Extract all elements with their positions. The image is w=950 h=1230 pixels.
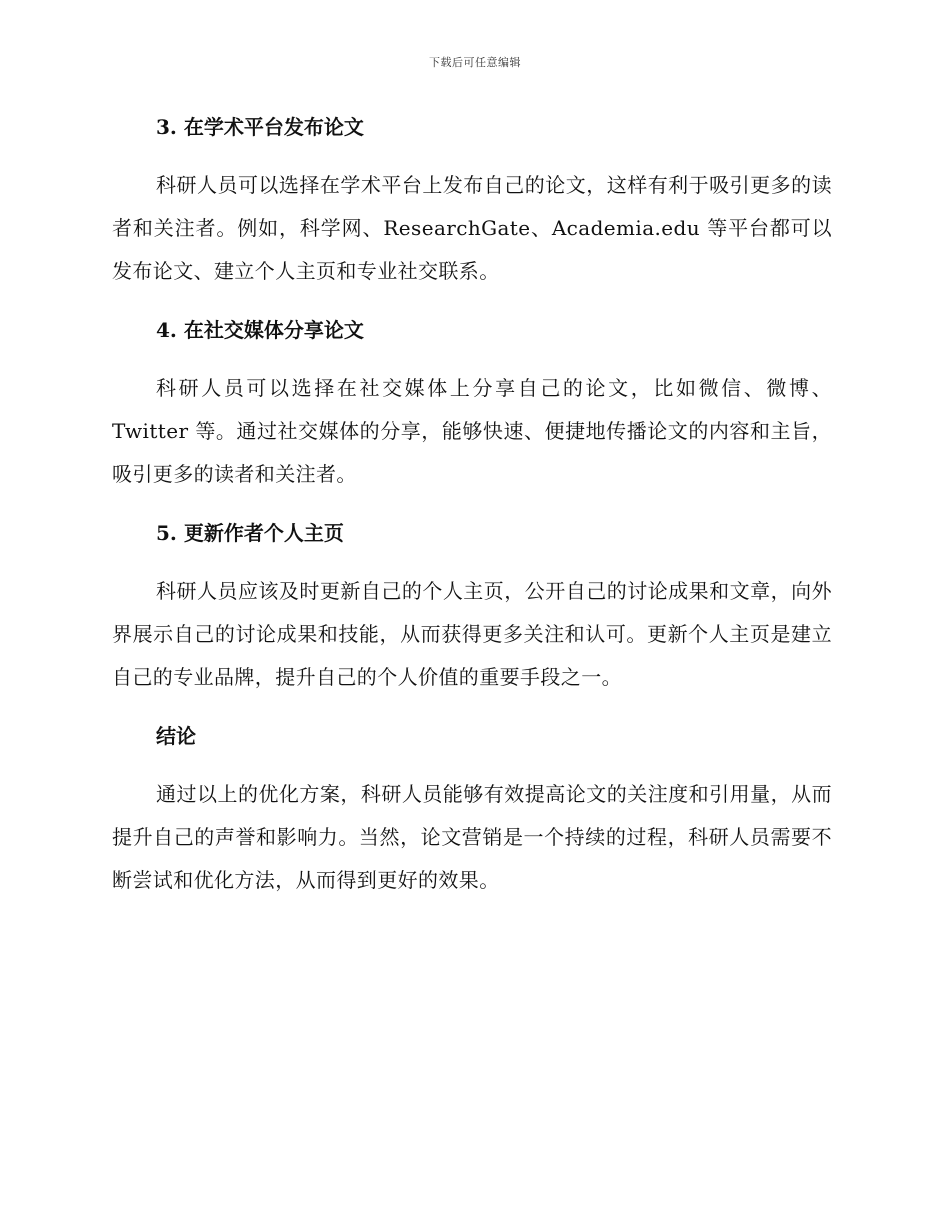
section-academic-platforms (112, 108, 832, 293)
section-heading: 3. 在学术平台发布论文 (156, 115, 364, 139)
section-paragraph: 科研人员应该及时更新自己的个人主页，公开自己的讨论成果和文章，向外界展示自己的讨论成果和技能，从而获得更多关注和认可。更新个人主页是建立自己的专业品牌，提升自己的个人价值的重要手段之一。 (112, 579, 832, 689)
section-paragraph: 科研人员可以选择在学术平台上发布自己的论文，这样有利于吸引更多的读者和关注者。例如，科学网、ResearchGate、Academia.edu 等平台都可以发布论文、建立个人主页和专业社交联系。 (112, 173, 832, 283)
section-conclusion (112, 717, 832, 902)
document-body (112, 108, 832, 920)
section-heading: 5. 更新作者个人主页 (156, 521, 344, 545)
section-paragraph: 科研人员可以选择在社交媒体上分享自己的论文，比如微信、微博、Twitter 等。通过社交媒体的分享，能够快速、便捷地传播论文的内容和主旨，吸引更多的读者和关注者。 (112, 376, 832, 486)
conclusion-heading: 结论 (156, 724, 196, 748)
section-social-media (112, 311, 832, 496)
section-heading: 4. 在社交媒体分享论文 (156, 318, 364, 342)
page-header: 下载后可任意编辑 (429, 56, 521, 69)
section-author-homepage (112, 514, 832, 699)
conclusion-paragraph: 通过以上的优化方案，科研人员能够有效提高论文的关注度和引用量，从而提升自己的声誉和影响力。当然，论文营销是一个持续的过程，科研人员需要不断尝试和优化方法，从而得到更好的效果。 (112, 782, 832, 892)
